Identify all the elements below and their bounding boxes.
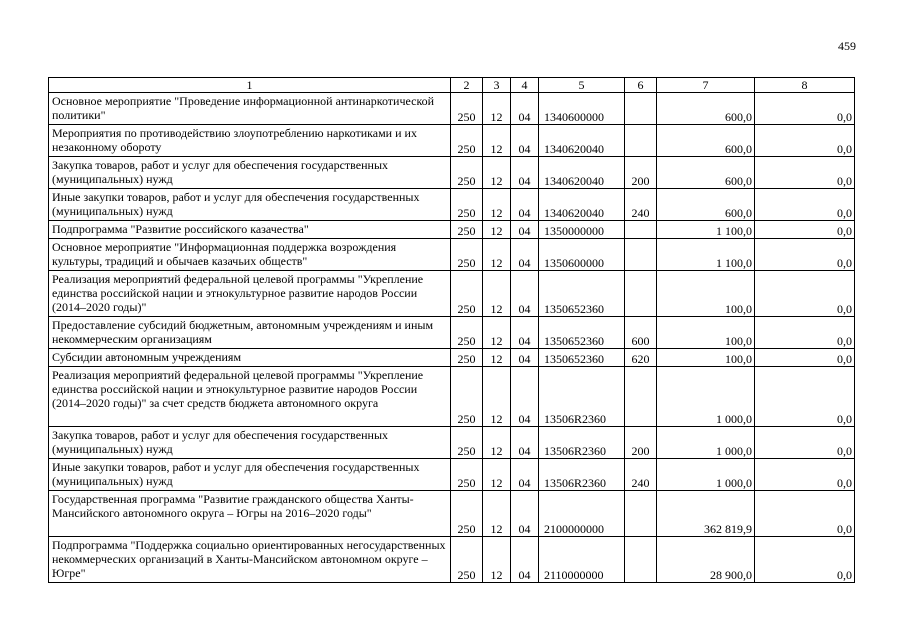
cell-expense-type: 240 [625,459,657,491]
cell-amount-2: 0,0 [755,317,855,349]
item-name: Подпрограмма "Развитие российского казачества" [49,221,451,239]
cell-section: 12 [483,317,511,349]
table-row [49,317,855,349]
cell-subsection: 04 [511,125,539,157]
header-row [49,78,855,93]
cell-target-article: 2100000000 [539,491,625,537]
cell-expense-type: 240 [625,189,657,221]
cell-section: 12 [483,491,511,537]
cell-expense-type [625,537,657,583]
item-name: Основное мероприятие "Информационная поддержка возрождения культуры, традиций и обычаев казачьих обществ" [49,239,451,271]
cell-amount-2: 0,0 [755,157,855,189]
cell-section: 12 [483,157,511,189]
cell-admin-code: 250 [451,459,483,491]
table-row [49,349,855,367]
cell-amount: 1 000,0 [657,367,755,427]
table-row [49,491,855,537]
cell-amount-2: 0,0 [755,239,855,271]
cell-target-article: 1350600000 [539,239,625,271]
header-cell-6: 6 [625,78,657,93]
cell-section: 12 [483,221,511,239]
cell-expense-type [625,125,657,157]
cell-target-article: 13506R2360 [539,367,625,427]
cell-target-article: 2110000000 [539,537,625,583]
cell-expense-type: 620 [625,349,657,367]
cell-amount-2: 0,0 [755,537,855,583]
header-cell-5: 5 [539,78,625,93]
cell-target-article: 1350652360 [539,317,625,349]
item-name: Предоставление субсидий бюджетным, автономным учреждениям и иным некоммерческим организациям [49,317,451,349]
table-row [49,271,855,317]
header-cell-2: 2 [451,78,483,93]
cell-expense-type [625,271,657,317]
cell-target-article: 1340600000 [539,93,625,125]
cell-section: 12 [483,427,511,459]
cell-section: 12 [483,271,511,317]
cell-expense-type [625,221,657,239]
table-row [49,221,855,239]
cell-admin-code: 250 [451,317,483,349]
cell-admin-code: 250 [451,271,483,317]
cell-amount-2: 0,0 [755,349,855,367]
cell-subsection: 04 [511,427,539,459]
table-row [49,157,855,189]
cell-admin-code: 250 [451,349,483,367]
cell-subsection: 04 [511,349,539,367]
item-name: Основное мероприятие "Проведение информационной антинаркотической политики" [49,93,451,125]
table-row [49,427,855,459]
cell-expense-type [625,367,657,427]
cell-subsection: 04 [511,271,539,317]
header-cell-4: 4 [511,78,539,93]
cell-target-article: 1350652360 [539,349,625,367]
cell-expense-type: 600 [625,317,657,349]
cell-subsection: 04 [511,537,539,583]
cell-admin-code: 250 [451,189,483,221]
cell-subsection: 04 [511,317,539,349]
table-row [49,125,855,157]
cell-amount: 100,0 [657,349,755,367]
cell-expense-type: 200 [625,157,657,189]
cell-admin-code: 250 [451,239,483,271]
cell-amount-2: 0,0 [755,491,855,537]
table-body [49,93,855,583]
cell-section: 12 [483,459,511,491]
table-row [49,239,855,271]
cell-target-article: 13506R2360 [539,459,625,491]
header-cell-1: 1 [49,78,451,93]
cell-amount-2: 0,0 [755,221,855,239]
cell-section: 12 [483,349,511,367]
table-row [49,189,855,221]
cell-subsection: 04 [511,459,539,491]
header-cell-7: 7 [657,78,755,93]
cell-subsection: 04 [511,367,539,427]
cell-amount-2: 0,0 [755,93,855,125]
budget-table [48,77,855,583]
cell-expense-type [625,239,657,271]
cell-amount: 600,0 [657,93,755,125]
item-name: Мероприятия по противодействию злоупотреблению наркотиками и их незаконному обороту [49,125,451,157]
item-name: Закупка товаров, работ и услуг для обеспечения государственных (муниципальных) нужд [49,157,451,189]
cell-subsection: 04 [511,189,539,221]
cell-amount: 100,0 [657,317,755,349]
item-name: Иные закупки товаров, работ и услуг для обеспечения государственных (муниципальных) нужд [49,459,451,491]
cell-subsection: 04 [511,491,539,537]
cell-subsection: 04 [511,93,539,125]
cell-amount-2: 0,0 [755,125,855,157]
cell-amount: 600,0 [657,189,755,221]
cell-admin-code: 250 [451,157,483,189]
cell-amount: 100,0 [657,271,755,317]
cell-amount: 1 100,0 [657,221,755,239]
table-row [49,93,855,125]
cell-amount: 1 000,0 [657,459,755,491]
cell-amount: 28 900,0 [657,537,755,583]
cell-subsection: 04 [511,157,539,189]
cell-amount: 1 000,0 [657,427,755,459]
cell-admin-code: 250 [451,93,483,125]
cell-amount: 600,0 [657,125,755,157]
cell-admin-code: 250 [451,491,483,537]
cell-subsection: 04 [511,239,539,271]
cell-expense-type [625,93,657,125]
item-name: Реализация мероприятий федеральной целевой программы "Укрепление единства российской нации и этнокультурное развитие народов России (2014–2020 годы)" [49,271,451,317]
cell-admin-code: 250 [451,221,483,239]
cell-admin-code: 250 [451,537,483,583]
item-name: Субсидии автономным учреждениям [49,349,451,367]
header-cell-8: 8 [755,78,855,93]
cell-subsection: 04 [511,221,539,239]
cell-section: 12 [483,93,511,125]
cell-amount-2: 0,0 [755,271,855,317]
cell-target-article: 1340620040 [539,157,625,189]
cell-target-article: 13506R2360 [539,427,625,459]
cell-section: 12 [483,125,511,157]
item-name: Подпрограмма "Поддержка социально ориентированных негосударственных некоммерческих организаций в Ханты-Мансийском автономном округе – Югре" [49,537,451,583]
cell-amount-2: 0,0 [755,459,855,491]
cell-amount-2: 0,0 [755,427,855,459]
cell-target-article: 1340620040 [539,125,625,157]
page-number: 459 [838,39,856,53]
header-cell-3: 3 [483,78,511,93]
cell-admin-code: 250 [451,125,483,157]
item-name: Государственная программа "Развитие гражданского общества Ханты-Мансийского автономного округа – Югры на 2016–2020 годы" [49,491,451,537]
cell-amount-2: 0,0 [755,189,855,221]
cell-amount: 362 819,9 [657,491,755,537]
cell-section: 12 [483,537,511,583]
cell-admin-code: 250 [451,367,483,427]
table-row [49,367,855,427]
item-name: Реализация мероприятий федеральной целевой программы "Укрепление единства российской нации и этнокультурное развитие народов России (2014–2020 годы)" за счет средств бюджета автономного округа [49,367,451,427]
item-name: Закупка товаров, работ и услуг для обеспечения государственных (муниципальных) нужд [49,427,451,459]
cell-admin-code: 250 [451,427,483,459]
cell-section: 12 [483,367,511,427]
cell-expense-type: 200 [625,427,657,459]
table-row [49,537,855,583]
cell-target-article: 1340620040 [539,189,625,221]
item-name: Иные закупки товаров, работ и услуг для обеспечения государственных (муниципальных) нужд [49,189,451,221]
table-row [49,459,855,491]
cell-target-article: 1350000000 [539,221,625,239]
cell-target-article: 1350652360 [539,271,625,317]
cell-expense-type [625,491,657,537]
cell-section: 12 [483,189,511,221]
cell-amount: 600,0 [657,157,755,189]
cell-amount-2: 0,0 [755,367,855,427]
cell-amount: 1 100,0 [657,239,755,271]
cell-section: 12 [483,239,511,271]
